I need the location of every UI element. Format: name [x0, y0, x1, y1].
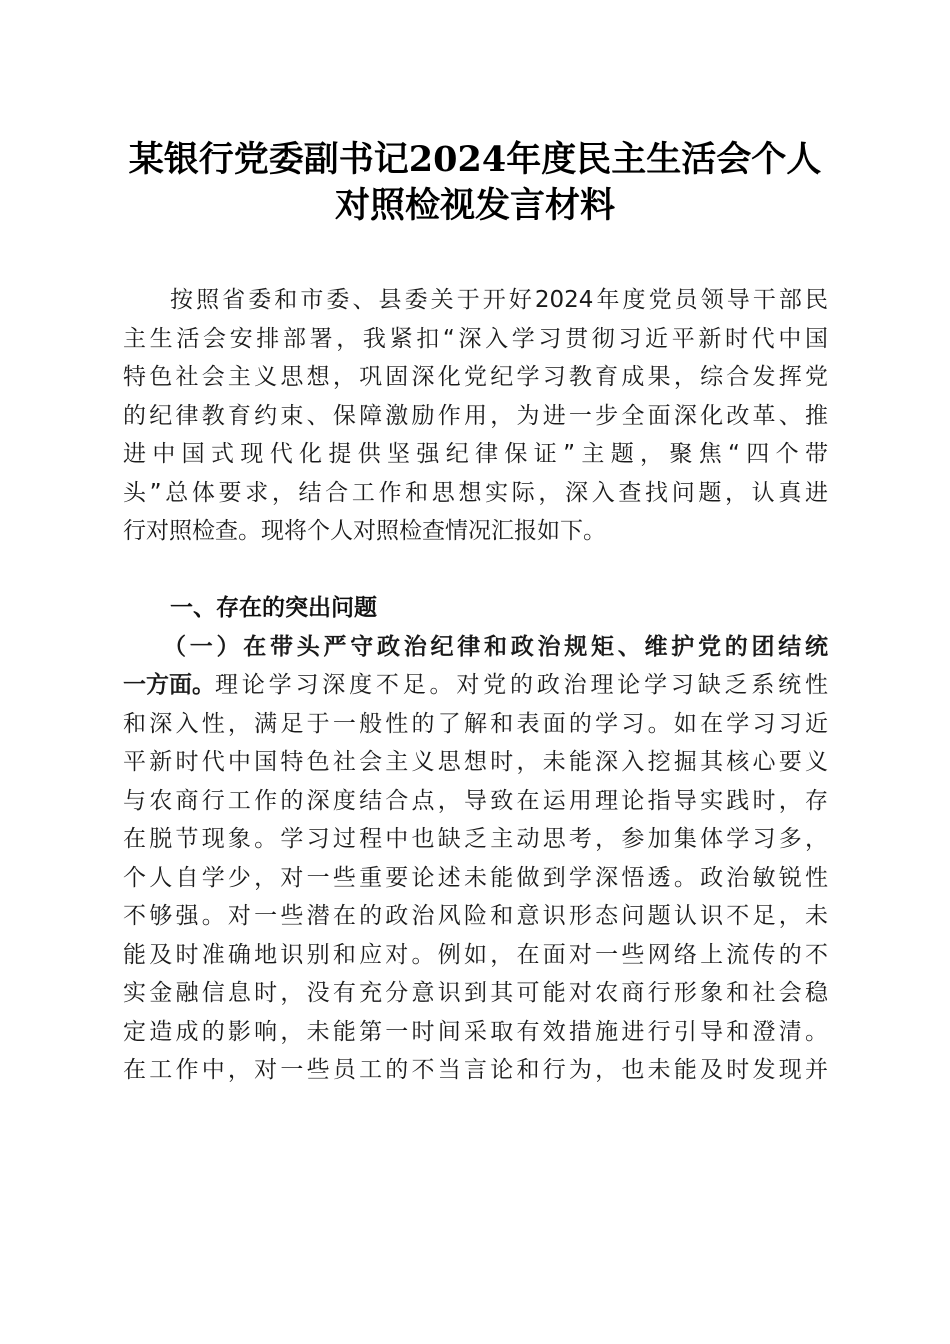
- intro-line: 特色社会主义思想，巩固深化党纪学习教育成果，综合发挥党: [123, 364, 828, 390]
- intro-line: 按照省委和市委、县委关于开好2024年度党员领导干部民: [170, 287, 828, 313]
- subsection-1-line: 和深入性，满足于一般性的了解和表面的学习。如在学习习近: [123, 711, 828, 737]
- subsection-1-heading: （一）在带头严守政治纪律和政治规矩、维护党的团结统: [163, 634, 828, 660]
- subsection-1-heading-tail: 一方面。: [123, 672, 215, 698]
- subsection-1-line-text: 理论学习深度不足。对党的政治理论学习缺乏系统性: [215, 672, 828, 698]
- subsection-1-line: 不够强。对一些潜在的政治风险和意识形态问题认识不足，未: [123, 903, 828, 929]
- subsection-1-line: 实金融信息时，没有充分意识到其可能对农商行形象和社会稳: [123, 980, 828, 1006]
- intro-line: 主生活会安排部署，我紧扣“深入学习贯彻习近平新时代中国: [123, 326, 828, 352]
- subsection-1-line: 平新时代中国特色社会主义思想时，未能深入挖掘其核心要义: [123, 749, 828, 775]
- subsection-1-line: 与农商行工作的深度结合点，导致在运用理论指导实践时，存: [123, 788, 828, 814]
- subsection-1-line: [123, 666, 828, 704]
- intro-line: 进中国式现代化提供坚强纪律保证”主题，聚焦“四个带: [123, 441, 828, 467]
- subsection-1-line: 能及时准确地识别和应对。例如，在面对一些网络上流传的不: [123, 942, 828, 968]
- section-heading-1: 一、存在的突出问题: [170, 595, 377, 621]
- document-title-line-2: 对照检视发言材料: [334, 185, 615, 226]
- intro-line: 行对照检查。现将个人对照检查情况汇报如下。: [123, 518, 606, 544]
- subsection-1-line: 在脱节现象。学习过程中也缺乏主动思考，参加集体学习多，: [123, 826, 828, 852]
- subsection-1-line: 定造成的影响，未能第一时间采取有效措施进行引导和澄清。: [123, 1019, 828, 1045]
- subsection-1-line: 个人自学少，对一些重要论述未能做到学深悟透。政治敏锐性: [123, 865, 828, 891]
- document-title-line-1: 某银行党委副书记2024年度民主生活会个人: [128, 139, 822, 180]
- subsection-1-line: 在工作中，对一些员工的不当言论和行为，也未能及时发现并: [123, 1057, 828, 1083]
- intro-line: 头”总体要求，结合工作和思想实际，深入查找问题，认真进: [123, 480, 828, 506]
- intro-line: 的纪律教育约束、保障激励作用，为进一步全面深化改革、推: [123, 403, 828, 429]
